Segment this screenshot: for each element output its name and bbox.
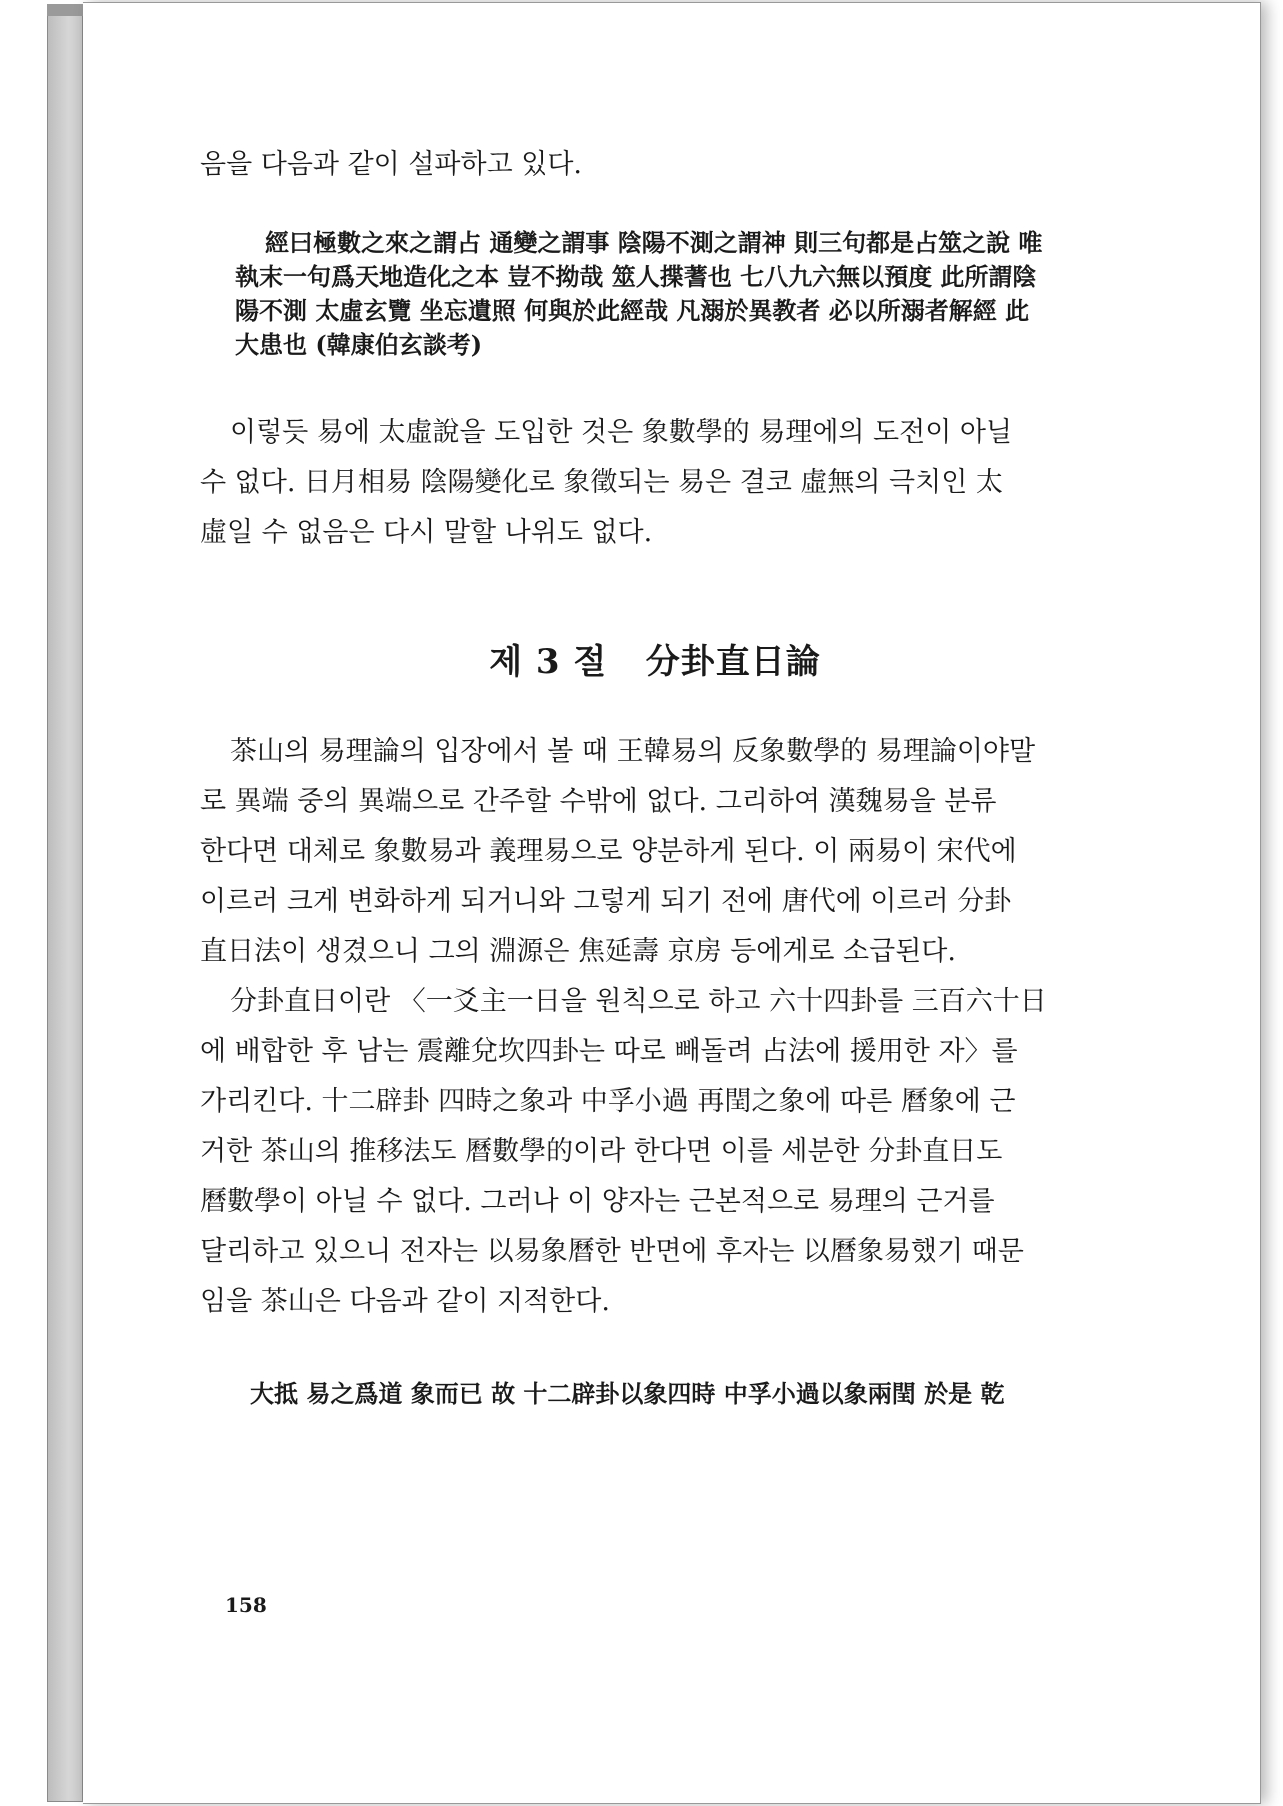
quotation-block-2: [200, 1377, 1110, 1411]
book-spine-top: [47, 4, 83, 16]
page-content: [200, 140, 1110, 1411]
quotation-block-1: [200, 226, 1110, 362]
page-number: 158: [225, 1593, 267, 1617]
text-line: 임을 茶山은 다음과 같이 지적한다.: [200, 1286, 610, 1317]
text-line: 로 異端 중의 異端으로 간주할 수밖에 없다. 그리하여 漢魏易을 분류: [200, 786, 997, 817]
text-line: 한다면 대체로 象數易과 義理易으로 양분하게 된다. 이 兩易이 宋代에: [200, 836, 1017, 867]
text-line: 음을 다음과 같이 설파하고 있다.: [200, 149, 582, 180]
quote-line: 執末一句爲天地造化之本 豈不拗哉 筮人揲蓍也 七八九六無以預度 此所謂陰: [235, 262, 1037, 291]
quote-line: 經曰極數之來之謂占 通變之謂事 陰陽不測之謂神 則三句都是占筮之說 唯: [265, 228, 1043, 257]
text-line: 虛일 수 없음은 다시 말할 나위도 없다.: [200, 517, 653, 548]
text-line: 直日法이 생겼으니 그의 淵源은 焦延壽 京房 등에게로 소급된다.: [200, 936, 956, 967]
text-line: 茶山의 易理論의 입장에서 볼 때 王韓易의 反象數學的 易理論이야말: [230, 736, 1036, 767]
text-line: 에 배합한 후 남는 震離兌坎四卦는 따로 빼돌려 占法에 援用한 자〉를: [200, 1036, 1018, 1067]
text-line: 가리킨다. 十二辟卦 四時之象과 中孚小過 再閏之象에 따른 曆象에 근: [200, 1086, 1016, 1117]
quote-line: 大患也 (韓康伯玄談考): [235, 330, 483, 359]
text-line: 달리하고 있으니 전자는 以易象曆한 반면에 후자는 以曆象易했기 때문: [200, 1236, 1024, 1267]
intro-paragraph: [200, 140, 1110, 190]
text-line: 이렇듯 易에 太虛說을 도입한 것은 象數學的 易理에의 도전이 아닐: [230, 417, 1013, 448]
text-line: 거한 茶山의 推移法도 曆數學的이라 한다면 이를 세분한 分卦直日도: [200, 1136, 1003, 1167]
text-line: 曆數學이 아닐 수 없다. 그러나 이 양자는 근본적으로 易理의 근거를: [200, 1186, 995, 1217]
section-heading: 제 3 절 分卦直日論: [489, 642, 821, 682]
quote-line: 陽不測 太虛玄覽 坐忘遺照 何與於此經哉 凡溺於異教者 必以所溺者解經 此: [235, 296, 1030, 325]
text-line: 수 없다. 日月相易 陰陽變化로 象徵되는 易은 결코 虛無의 극치인 太: [200, 467, 1003, 498]
paragraph-3: [200, 977, 1110, 1327]
book-spine: [47, 4, 83, 1802]
text-line: 이르러 크게 변화하게 되거니와 그렇게 되기 전에 唐代에 이르러 分卦: [200, 886, 1012, 917]
text-line: 分卦直日이란 〈一爻主一日을 원칙으로 하고 六十四卦를 三百六十日: [230, 986, 1047, 1017]
quote-line: 大抵 易之爲道 象而已 故 十二辟卦以象四時 中孚小過以象兩閏 於是 乾: [250, 1379, 1005, 1408]
paragraph-2: [200, 727, 1110, 977]
paragraph-1: [200, 408, 1110, 558]
